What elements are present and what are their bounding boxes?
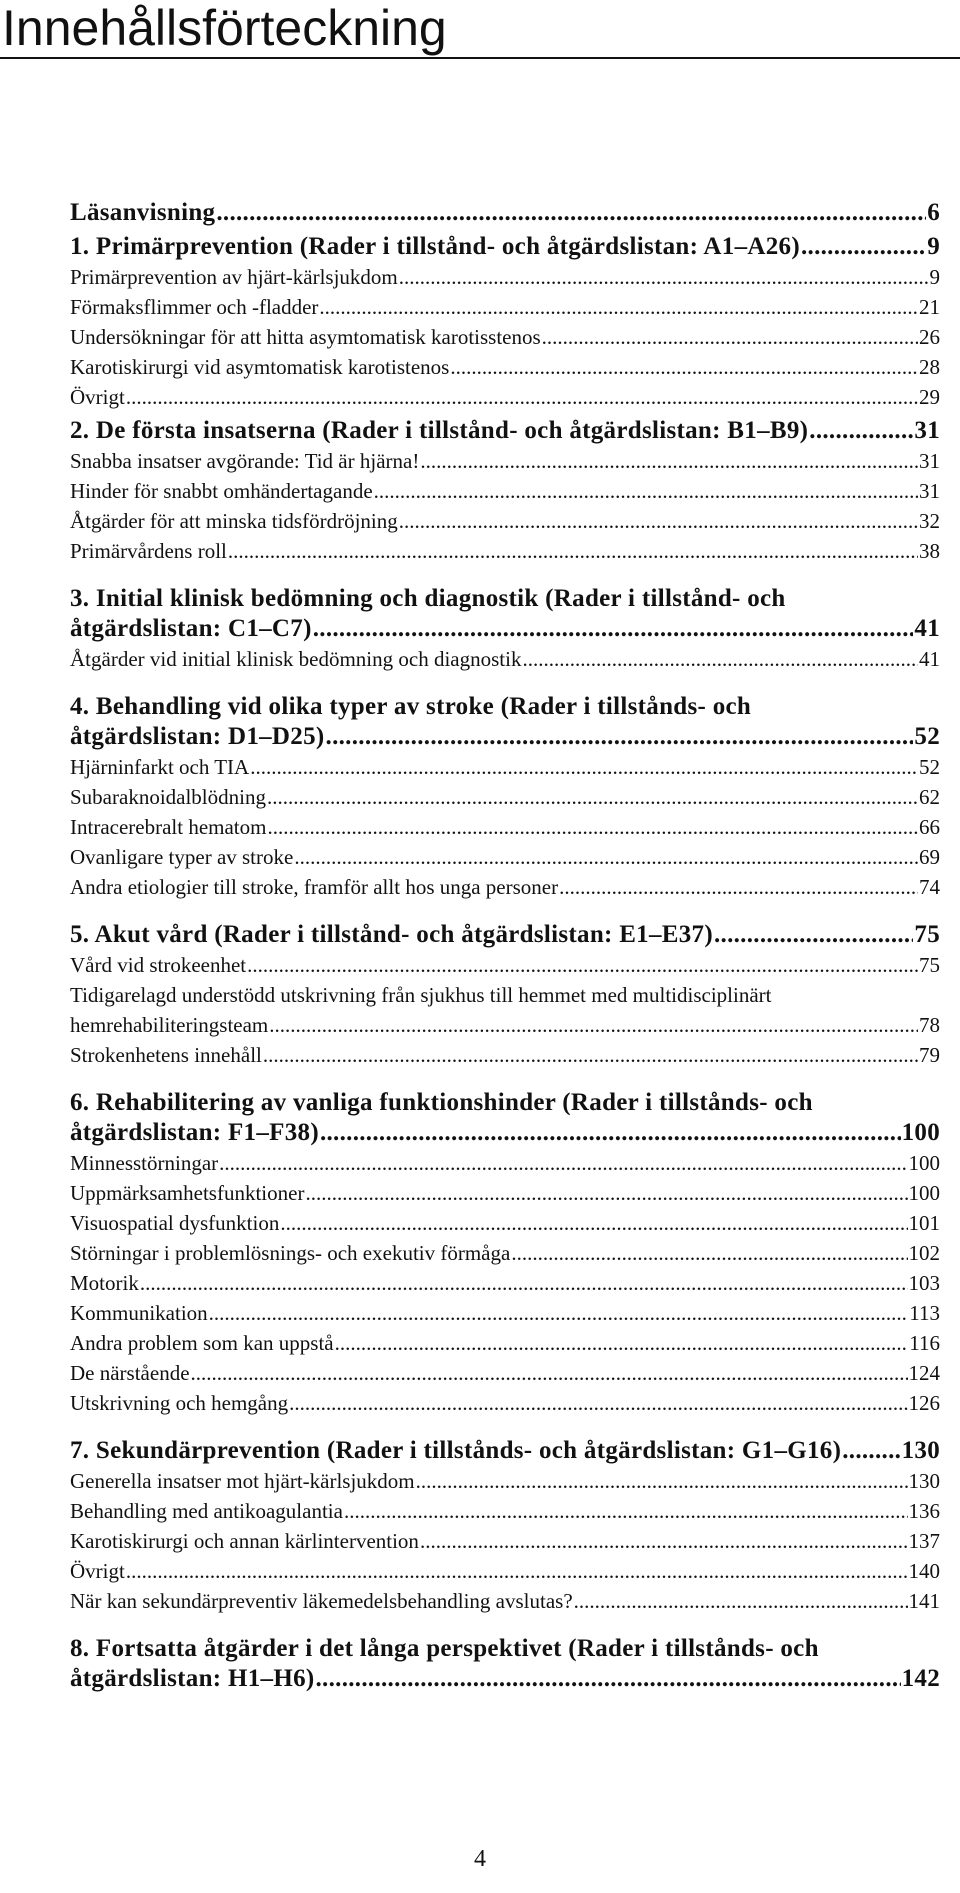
toc-item[interactable] (70, 1208, 940, 1238)
toc-item-label: Generella insatser mot hjärt-kärlsjukdom (70, 1469, 415, 1493)
toc-item-line1[interactable]: Tidigarelagd understödd utskrivning från sjukhus till hemmet med multidisciplinärt (70, 983, 772, 1007)
toc-item[interactable] (70, 1010, 940, 1040)
toc-page-number: 38 (919, 539, 940, 563)
toc-entry-label: Läsanvisning (70, 199, 216, 226)
toc-page-number: 9 (927, 233, 940, 260)
toc-item-label: Subaraknoidalblödning (70, 785, 266, 809)
dot-leader (399, 262, 929, 292)
toc-item-label: Karotiskirurgi och annan kärlintervention (70, 1529, 419, 1553)
dot-leader (714, 920, 913, 950)
toc-page-number: 130 (901, 1437, 940, 1464)
toc-item-label: hemrehabiliteringsteam (70, 1013, 269, 1037)
dot-leader (542, 322, 918, 352)
toc-chapter-7[interactable] (70, 1436, 940, 1466)
toc-item[interactable] (70, 1466, 940, 1496)
toc-item-label: Visuospatial dysfunktion (70, 1211, 280, 1235)
dot-leader (216, 198, 926, 228)
toc-item-label: Primärprevention av hjärt-kärlsjukdom (70, 265, 398, 289)
toc-item-label: Minnesstörningar (70, 1151, 219, 1175)
toc-page-number: 137 (908, 1529, 940, 1553)
dot-leader (420, 1526, 908, 1556)
toc-item[interactable] (70, 506, 940, 536)
toc-item-label: Kommunikation (70, 1301, 208, 1325)
toc-item-label: När kan sekundärpreventiv läkemedelsbehandling avslutas? (70, 1589, 573, 1613)
toc-item[interactable] (70, 1328, 940, 1358)
toc-item-label: Andra problem som kan uppstå (70, 1331, 334, 1355)
toc-chapter-6[interactable] (70, 1118, 940, 1148)
toc-item-label: Karotiskirurgi vid asymtomatisk karotistenos (70, 355, 450, 379)
dot-leader (326, 722, 914, 752)
toc-item-label: Motorik (70, 1271, 139, 1295)
toc-chapter-label: 7. Sekundärprevention (Rader i tillstånds- och åtgärdslistan: G1–G16) (70, 1437, 842, 1464)
toc-item-label: De närstående (70, 1361, 190, 1385)
dot-leader (416, 1466, 908, 1496)
toc-item-label: Åtgärder vid initial klinisk bedömning och diagnostik (70, 647, 522, 671)
toc-item[interactable] (70, 950, 940, 980)
toc-page-number: 21 (919, 295, 940, 319)
toc-item-label: Störningar i problemlösnings- och exekutiv förmåga (70, 1241, 511, 1265)
dot-leader (344, 1496, 908, 1526)
toc-item[interactable] (70, 1358, 940, 1388)
toc-chapter-label: 1. Primärprevention (Rader i tillstånd- och åtgärdslistan: A1–A26) (70, 233, 800, 260)
dot-leader (289, 1388, 907, 1418)
toc-item[interactable] (70, 872, 940, 902)
toc-item[interactable] (70, 1268, 940, 1298)
toc-item-label: Hinder för snabbt omhändertagande (70, 479, 373, 503)
toc-page-number: 69 (919, 845, 940, 869)
toc-item[interactable] (70, 1526, 940, 1556)
toc-page-number: 32 (919, 509, 940, 533)
toc-page-number: 79 (919, 1043, 940, 1067)
dot-leader (126, 382, 918, 412)
toc-item[interactable] (70, 352, 940, 382)
toc-page-number: 6 (927, 199, 940, 226)
dot-leader (319, 292, 918, 322)
dot-leader (450, 352, 918, 382)
toc-page-number: 41 (914, 615, 940, 642)
toc-item-label: Övrigt (70, 385, 125, 409)
dot-leader (511, 1238, 907, 1268)
toc-page-number: 28 (919, 355, 940, 379)
toc-page-number: 31 (919, 449, 940, 473)
toc-page-number: 75 (914, 921, 940, 948)
toc-chapter-4[interactable] (70, 722, 940, 752)
dot-leader (294, 842, 918, 872)
dot-leader (209, 1298, 909, 1328)
toc-page-number: 41 (919, 647, 940, 671)
toc-item[interactable] (70, 292, 940, 322)
toc-item[interactable] (70, 1586, 940, 1616)
toc-chapter-8-line1[interactable]: 8. Fortsatta åtgärder i det långa perspektivet (Rader i tillstånds- och (70, 1635, 819, 1662)
toc-page-number: 102 (908, 1241, 940, 1265)
toc-page-number: 142 (901, 1665, 940, 1692)
toc-item[interactable] (70, 1178, 940, 1208)
toc-page-number: 126 (908, 1391, 940, 1415)
toc-page-number: 100 (901, 1119, 940, 1146)
toc-chapter-label: åtgärdslistan: D1–D25) (70, 723, 325, 750)
dot-leader (320, 1118, 901, 1148)
toc-entry-lasanvisning[interactable] (70, 198, 940, 228)
toc-item[interactable] (70, 782, 940, 812)
toc-page-number: 66 (919, 815, 940, 839)
dot-leader (374, 476, 918, 506)
toc-item[interactable] (70, 1148, 940, 1178)
dot-leader (335, 1328, 909, 1358)
title-divider (0, 57, 960, 59)
toc-page-number: 78 (919, 1013, 940, 1037)
toc-chapter-8[interactable] (70, 1664, 940, 1694)
toc-item-label: Övrigt (70, 1559, 125, 1583)
dot-leader (574, 1586, 908, 1616)
toc-chapter-3-line1[interactable]: 3. Initial klinisk bedömning och diagnostik (Rader i tillstånd- och (70, 585, 786, 612)
toc-item-label: Strokenhetens innehåll (70, 1043, 262, 1067)
dot-leader (263, 1040, 918, 1070)
toc-page-number: 52 (919, 755, 940, 779)
toc-page-number: 136 (908, 1499, 940, 1523)
toc-page-number: 103 (908, 1271, 940, 1295)
page-number: 4 (474, 1846, 486, 1872)
toc-item-label: Förmaksflimmer och -fladder (70, 295, 319, 319)
dot-leader (191, 1358, 908, 1388)
toc-chapter-5[interactable] (70, 920, 940, 950)
dot-leader (316, 1664, 901, 1694)
dot-leader (280, 1208, 907, 1238)
dot-leader (420, 446, 918, 476)
toc-item-label: Uppmärksamhetsfunktioner (70, 1181, 305, 1205)
toc-page-number: 100 (908, 1151, 940, 1175)
dot-leader (842, 1436, 900, 1466)
toc-item[interactable] (70, 446, 940, 476)
toc-item-label: Andra etiologier till stroke, framför allt hos unga personer (70, 875, 559, 899)
toc-chapter-label: åtgärdslistan: C1–C7) (70, 615, 312, 642)
toc-item-label: Åtgärder för att minska tidsfördröjning (70, 509, 398, 533)
toc-item-label: Undersökningar för att hitta asymtomatisk karotisstenos (70, 325, 541, 349)
toc-item[interactable] (70, 476, 940, 506)
toc-page-number: 26 (919, 325, 940, 349)
toc-item[interactable] (70, 812, 940, 842)
toc-item[interactable] (70, 536, 940, 566)
dot-leader (250, 752, 918, 782)
toc-item[interactable] (70, 842, 940, 872)
toc-chapter-label: åtgärdslistan: H1–H6) (70, 1665, 315, 1692)
toc-page-number: 75 (919, 953, 940, 977)
toc-item-label: Hjärninfarkt och TIA (70, 755, 250, 779)
dot-leader (228, 536, 918, 566)
dot-leader (522, 644, 918, 674)
dot-leader (801, 232, 926, 262)
toc-page-number: 74 (919, 875, 940, 899)
toc-item[interactable] (70, 752, 940, 782)
toc-item[interactable] (70, 1040, 940, 1070)
toc-item-label: Ovanligare typer av stroke (70, 845, 294, 869)
dot-leader (313, 614, 914, 644)
toc-page-number: 62 (919, 785, 940, 809)
dot-leader (126, 1556, 908, 1586)
toc-item-label: Snabba insatser avgörande: Tid är hjärna! (70, 449, 420, 473)
toc-chapter-2[interactable] (70, 416, 940, 446)
dot-leader (219, 1148, 907, 1178)
toc-item-label: Utskrivning och hemgång (70, 1391, 289, 1415)
toc-page-number: 113 (909, 1301, 940, 1325)
dot-leader (267, 782, 918, 812)
toc-chapter-1[interactable] (70, 232, 940, 262)
toc-item-label: Primärvårdens roll (70, 539, 227, 563)
toc-page-number: 101 (908, 1211, 940, 1235)
toc-item[interactable] (70, 262, 940, 292)
toc-item[interactable] (70, 644, 940, 674)
toc-chapter-label: 5. Akut vård (Rader i tillstånd- och åtgärdslistan: E1–E37) (70, 921, 713, 948)
toc-item[interactable] (70, 322, 940, 352)
dot-leader (247, 950, 918, 980)
dot-leader (305, 1178, 907, 1208)
toc-page-number: 140 (908, 1559, 940, 1583)
toc-chapter-3[interactable] (70, 614, 940, 644)
page-title: Innehållsförteckning (2, 0, 447, 56)
toc-page-number: 124 (908, 1361, 940, 1385)
toc-chapter-label: 2. De första insatserna (Rader i tillstånd- och åtgärdslistan: B1–B9) (70, 417, 809, 444)
dot-leader (399, 506, 918, 536)
dot-leader (269, 1010, 918, 1040)
toc-page-number: 31 (914, 417, 940, 444)
toc-page-number: 100 (908, 1181, 940, 1205)
dot-leader (140, 1268, 908, 1298)
toc-page-number: 116 (909, 1331, 940, 1355)
toc-item-label: Behandling med antikoagulantia (70, 1499, 343, 1523)
toc-chapter-6-line1[interactable]: 6. Rehabilitering av vanliga funktionshinder (Rader i tillstånds- och (70, 1089, 813, 1116)
dot-leader (267, 812, 918, 842)
toc-item[interactable] (70, 1556, 940, 1586)
toc-item-label: Vård vid strokeenhet (70, 953, 247, 977)
toc-item[interactable] (70, 1496, 940, 1526)
toc-page-number: 141 (908, 1589, 940, 1613)
dot-leader (809, 416, 913, 446)
toc-chapter-4-line1[interactable]: 4. Behandling vid olika typer av stroke (Rader i tillstånds- och (70, 693, 752, 720)
toc-page-number: 31 (919, 479, 940, 503)
toc-chapter-label: åtgärdslistan: F1–F38) (70, 1119, 319, 1146)
toc-page-number: 52 (914, 723, 940, 750)
dot-leader (559, 872, 918, 902)
toc-item[interactable] (70, 1238, 940, 1268)
toc-item[interactable] (70, 1298, 940, 1328)
toc-page-number: 29 (919, 385, 940, 409)
toc-page-number: 130 (908, 1469, 940, 1493)
toc-page-number: 9 (929, 265, 940, 289)
table-of-contents (70, 198, 940, 1694)
toc-item[interactable] (70, 382, 940, 412)
toc-item[interactable] (70, 1388, 940, 1418)
toc-item-label: Intracerebralt hematom (70, 815, 267, 839)
